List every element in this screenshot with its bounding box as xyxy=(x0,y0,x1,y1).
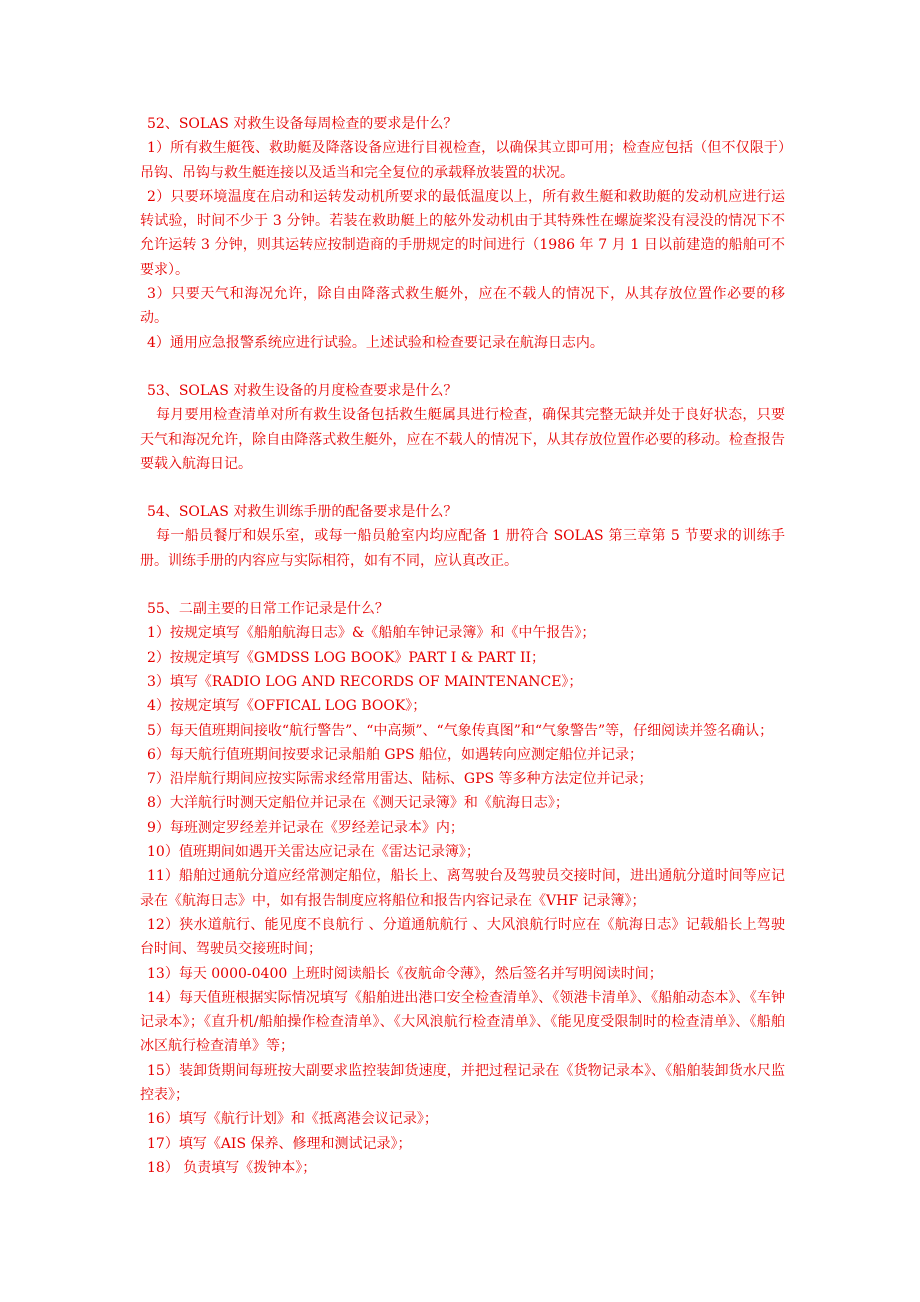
section-55 xyxy=(140,597,785,1180)
list-item: 3）填写《RADIO LOG AND RECORDS OF MAINTENANCE》； xyxy=(147,673,583,690)
list-item: 9）每班测定罗经差并记录在《罗经差记录本》内； xyxy=(147,819,464,836)
answer-paragraph: 每一船员餐厅和娱乐室，或每一船员舱室内均应配备 1 册符合 SOLAS 第三章第 5 节要求的训练手册。训练手册的内容应与实际相符，如有不同，应认真改正。 xyxy=(140,528,785,569)
list-item: 18） 负责填写《拨钟本》； xyxy=(147,1159,317,1176)
list-item: 13）每天 0000-0400 上班时阅读船长《夜航命令薄》，然后签名并写明阅读时间； xyxy=(147,965,663,982)
answer-paragraph: 2）只要环境温度在启动和运转发动机所要求的最低温度以上，所有救生艇和救助艇的发动机应进行运转试验，时间不少于 3 分钟。若装在救助艇上的舷外发动机由于其特殊性在螺旋桨没有浸没的情况下不允许运转 3 分钟，则其运转应按制造商的手册规定的时间进行（1986 年 7 月 1 日以前建造的船舶可不要求）。 xyxy=(140,188,785,278)
list-item: 10）值班期间如遇开关雷达应记录在《雷达记录簿》； xyxy=(147,844,480,861)
question-heading: 52、SOLAS 对救生设备每周检查的要求是什么？ xyxy=(147,116,458,132)
list-item: 5）每天值班期间接收“航行警告”、“中高频”、“气象传真图”和“气象警告”等，仔细阅读并签名确认； xyxy=(147,722,774,739)
list-item: 17）填写《AIS 保养、修理和测试记录》； xyxy=(147,1135,412,1152)
section-gap xyxy=(140,476,785,500)
list-item: 2）按规定填写《GMDSS LOG BOOK》PART I & PART II； xyxy=(147,649,546,666)
list-item: 12）狭水道航行、能见度不良航行 、分道通航航行 、大风浪航行时应在《航海日志》记载船长上驾驶台时间、驾驶员交接班时间； xyxy=(140,916,785,958)
answer-paragraph: 每月要用检查清单对所有救生设备包括救生艇属具进行检查，确保其完整无缺并处于良好状态，只要天气和海况允许，除自由降落式救生艇外，应在不载人的情况下，从其存放位置作必要的移动。检查报告要载入航海日记。 xyxy=(140,407,785,472)
list-item: 16）填写《航行计划》和《抵离港会议记录》； xyxy=(147,1111,438,1128)
document-page xyxy=(140,112,785,1180)
answer-paragraph: 1）所有救生艇筏、救助艇及降落设备应进行目视检查，以确保其立即可用；检查应包括（但不仅限于）吊钩、吊钩与救生艇连接以及适当和完全复位的承载释放装置的状况。 xyxy=(140,140,785,181)
question-heading: 53、SOLAS 对救生设备的月度检查要求是什么？ xyxy=(147,382,458,399)
section-gap xyxy=(140,573,785,597)
section-52 xyxy=(140,112,785,355)
question-heading: 54、SOLAS 对救生训练手册的配备要求是什么？ xyxy=(147,504,458,521)
list-item: 4）按规定填写《OFFICAL LOG BOOK》； xyxy=(147,698,427,715)
list-item: 8）大洋航行时测天定船位并记录在《测天记录簿》和《航海日志》； xyxy=(147,795,569,812)
section-54 xyxy=(140,500,785,573)
list-item: 14）每天值班根据实际情况填写《船舶进出港口安全检查清单》、《领港卡清单》、《船舶动态本》、《车钟记录本》；《直升机/船舶操作检查清单》、《大风浪航行检查清单》、《能见度受限制时的检查清单》、《船舶冰区航行检查清单》等； xyxy=(140,989,785,1055)
list-item: 15）装卸货期间每班按大副要求监控装卸货速度，并把过程记录在《货物记录本》、《船舶装卸货水尺监控表》； xyxy=(140,1062,785,1103)
list-item: 7）沿岸航行期间应按实际需求经常用雷达、陆标、GPS 等多种方法定位并记录； xyxy=(147,771,653,788)
list-item: 6）每天航行值班期间按要求记录船舶 GPS 船位，如遇转向应测定船位并记录； xyxy=(147,746,643,763)
answer-paragraph: 4）通用应急报警系统应进行试验。上述试验和检查要记录在航海日志内。 xyxy=(147,334,604,351)
answer-paragraph: 3）只要天气和海况允许，除自由降落式救生艇外，应在不载人的情况下，从其存放位置作必要的移动。 xyxy=(140,286,785,327)
section-53 xyxy=(140,379,785,476)
question-heading: 55、二副主要的日常工作记录是什么？ xyxy=(147,601,389,618)
section-gap xyxy=(140,355,785,379)
list-item: 1）按规定填写《船舶航海日志》&《船舶车钟记录簿》和《中午报告》； xyxy=(147,625,596,642)
list-item: 11）船舶过通航分道应经常测定船位，船长上、离驾驶台及驾驶员交接时间，进出通航分道时间等应记录在《航海日志》中，如有报告制度应将船位和报告内容记录在《VHF 记录簿》； xyxy=(140,868,785,909)
